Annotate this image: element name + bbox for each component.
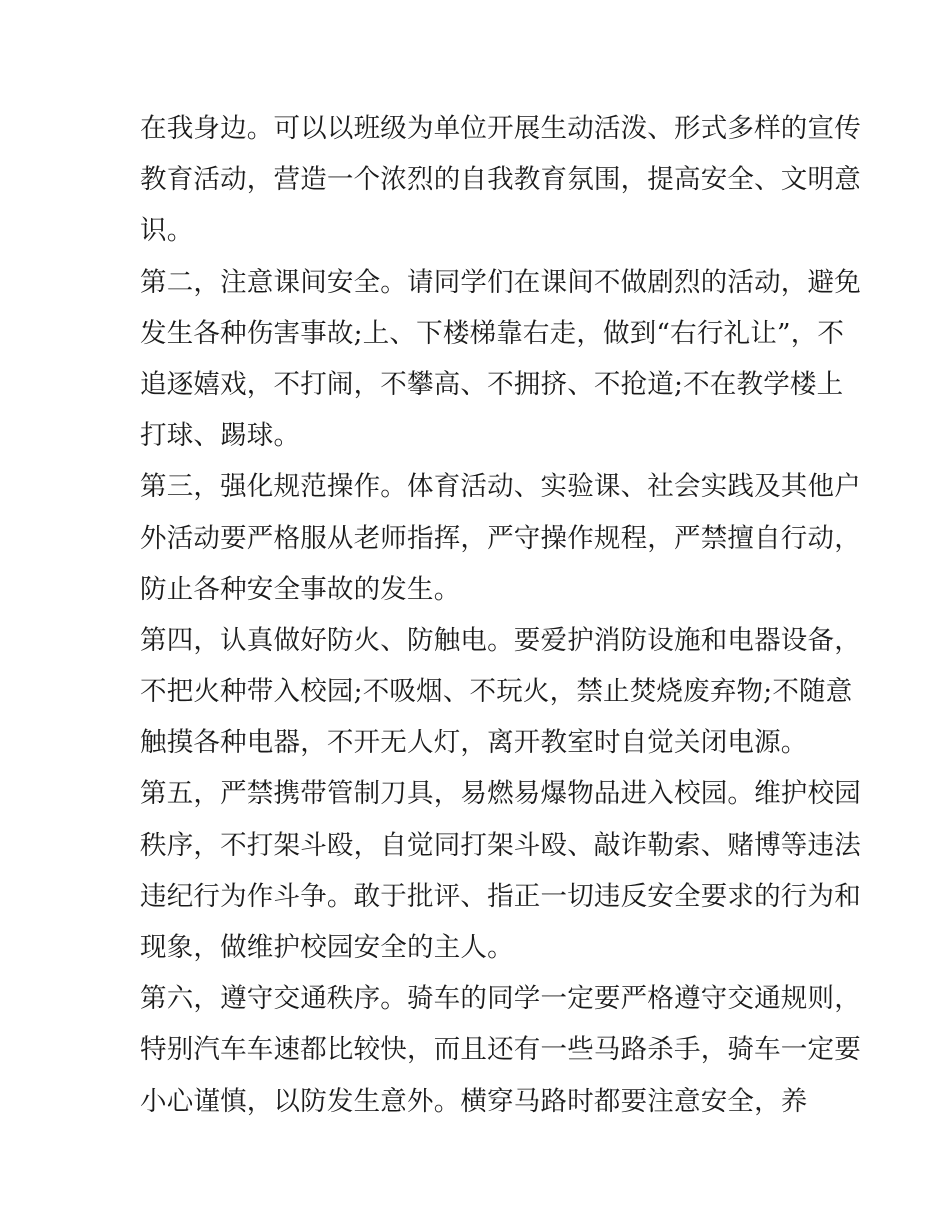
text-line: 违纪行为作斗争。敢于批评、指正一切违反安全要求的行为和: [140, 880, 861, 912]
text-line: 追逐嬉戏，不打闹，不攀高、不拥挤、不抢道;不在教学楼上: [140, 368, 844, 400]
text-line: 特别汽车车速都比较快，而且还有一些马路杀手，骑车一定要: [140, 1034, 861, 1066]
text-line: 在我身边。可以以班级为单位开展生动活泼、形式多样的宣传: [140, 113, 861, 144]
text-line: 第四，认真做好防火、防触电。要爱护消防设施和电器设备，: [140, 624, 861, 656]
text-line: 发生各种伤害事故;上、下楼梯靠右走，做到“右行礼让”，不: [140, 317, 845, 349]
text-line: 防止各种安全事故的发生。: [140, 573, 461, 605]
text-line: 第六，遵守交通秩序。骑车的同学一定要严格遵守交通规则，: [140, 983, 861, 1015]
text-line: 现象，做维护校园安全的主人。: [140, 932, 514, 963]
text-line: 小心谨慎，以防发生意外。横穿马路时都要注意安全，养: [140, 1085, 808, 1117]
document-body: [140, 103, 861, 1127]
text-line: 秩序，不打架斗殴，自觉同打架斗殴、敲诈勒索、赌博等违法: [140, 829, 861, 861]
text-line: 识。: [140, 215, 194, 247]
text-line: 第二，注意课间安全。请同学们在课间不做剧烈的活动，避免: [140, 266, 861, 298]
text-line: 触摸各种电器，不开无人灯，离开教室时自觉关闭电源。: [140, 727, 808, 759]
text-line: 第三，强化规范操作。体育活动、实验课、社会实践及其他户: [140, 471, 861, 503]
text-line: 教育活动，营造一个浓烈的自我教育氛围，提高安全、文明意: [140, 164, 861, 196]
text-line: 第五，严禁携带管制刀具，易燃易爆物品进入校园。维护校园: [140, 778, 861, 810]
text-line: 不把火种带入校园;不吸烟、不玩火，禁止焚烧废弃物;不随意: [140, 676, 853, 708]
text-line: 打球、踢球。: [140, 420, 301, 452]
text-line: 外活动要严格服从老师指挥，严守操作规程，严禁擅自行动，: [140, 522, 861, 554]
